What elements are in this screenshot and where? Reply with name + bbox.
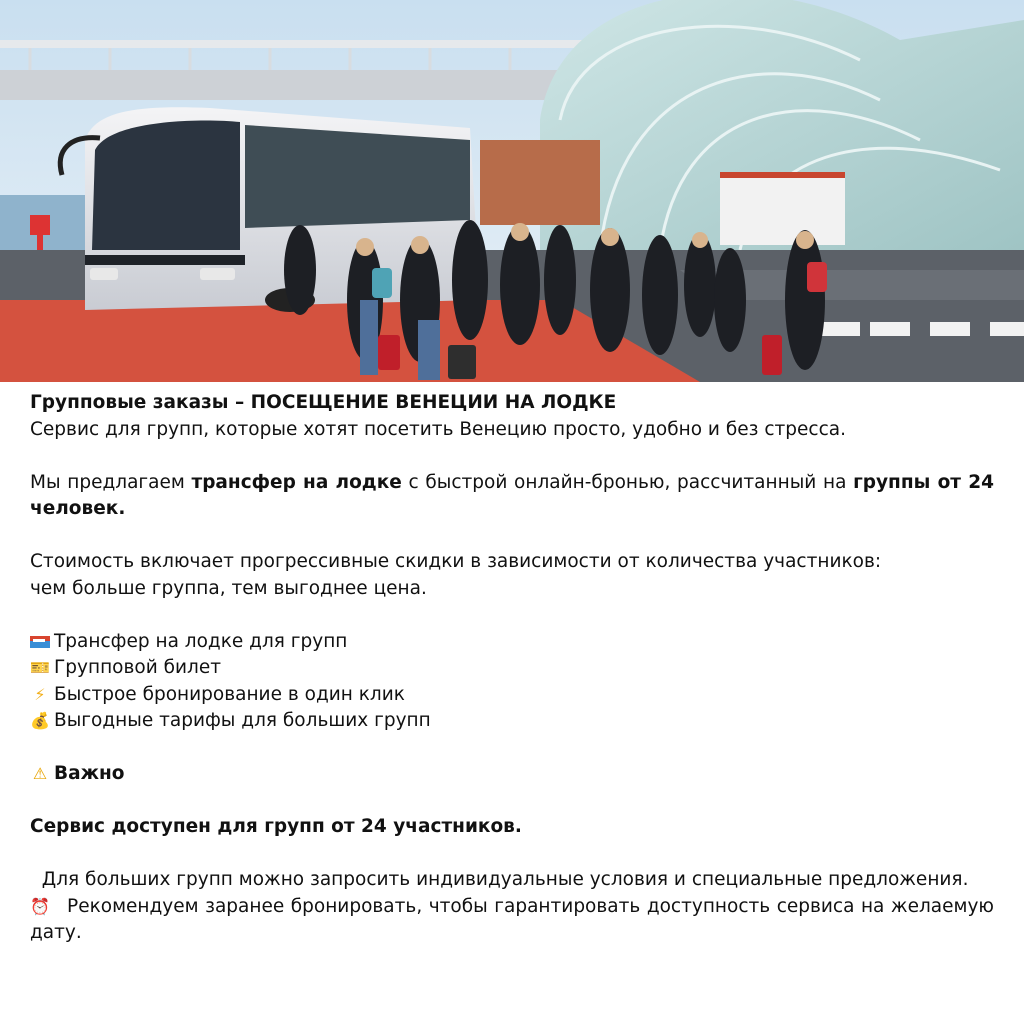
heading-subtitle: Сервис для групп, которые хотят посетить Венецию просто, удобно и без стресса. xyxy=(30,418,846,440)
large-groups-note: Для больших групп можно запросить индивидуальные условия и специальные предложения. xyxy=(30,869,969,890)
heading-title: Групповые заказы – ПОСЕЩЕНИЕ ВЕНЕЦИИ НА ЛОДКЕ xyxy=(30,392,617,413)
bus-airport-illustration xyxy=(0,0,1024,382)
ticket-emoji-icon: 🎫 xyxy=(30,658,50,677)
lightning-emoji-icon: ⚡ xyxy=(34,684,46,704)
offer-paragraph: Мы предлагаем трансфер на лодке с быстрой онлайн-бронью, рассчитанный на группы от 24 человек. xyxy=(30,471,994,519)
pricing-line-2: чем больше группа, тем выгоднее цена. xyxy=(30,577,427,599)
warning-emoji-icon: ⚠ xyxy=(32,764,48,783)
boat-emoji-icon xyxy=(30,636,50,648)
hero-photo xyxy=(0,0,1024,382)
feature-item: Трансфер на лодке для групп xyxy=(30,629,994,656)
recommend-note: ⏰ Рекомендуем заранее бронировать, чтобы гарантировать доступность сервиса на желаемую дату. xyxy=(30,895,1000,943)
feature-item: ⚡ Быстрое бронирование в один клик xyxy=(30,682,994,709)
content xyxy=(30,390,1000,947)
availability-note: Сервис доступен для групп от 24 участников. xyxy=(30,816,522,837)
alarm-clock-emoji-icon: ⏰ xyxy=(30,896,50,916)
moneybag-emoji-icon: 💰 xyxy=(30,711,50,730)
important-heading: ⚠ Важно xyxy=(30,761,994,788)
feature-item: 🎫 Групповой билет xyxy=(30,655,994,682)
feature-item: 💰 Выгодные тарифы для больших групп xyxy=(30,708,994,735)
pricing-line-1: Стоимость включает прогрессивные скидки в зависимости от количества участников: xyxy=(30,551,882,572)
